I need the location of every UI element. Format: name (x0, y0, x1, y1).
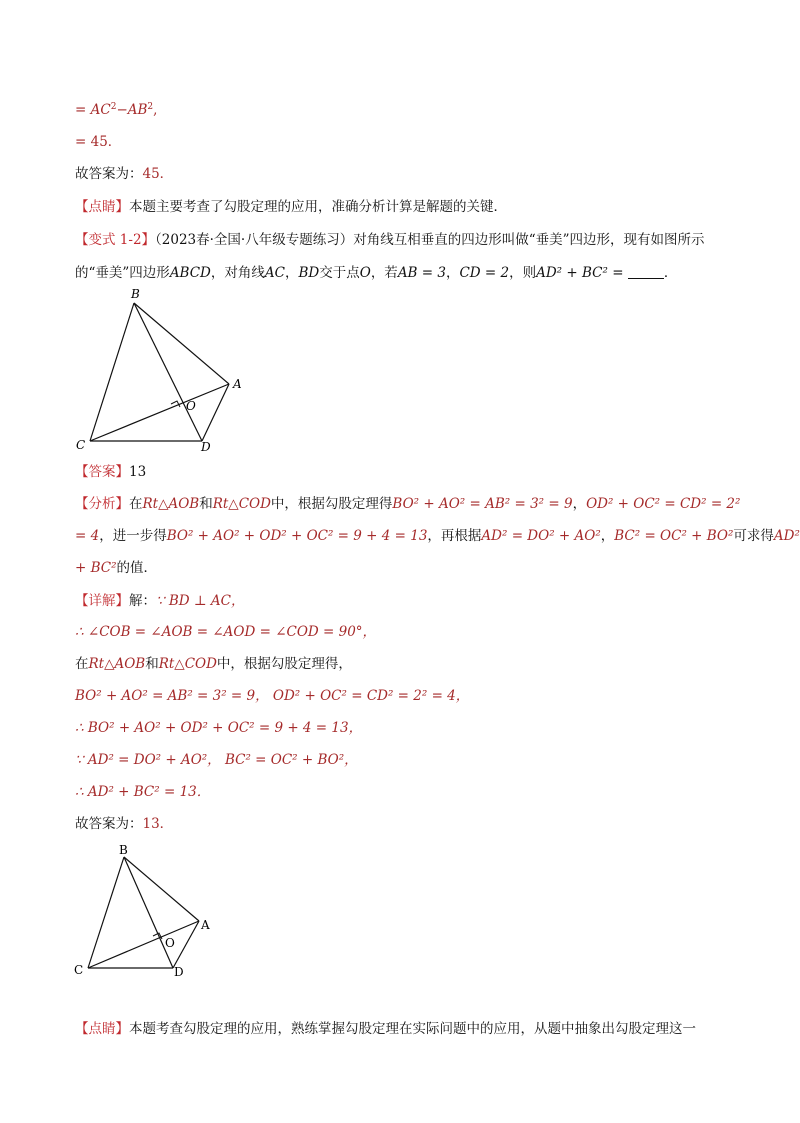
point-label-o: O (165, 936, 175, 950)
detail-line-4: BO² + AO² = AB² = 3² = 9， OD² + OC² = CD² = 2² = 4， (75, 688, 470, 704)
vertex-label-a: A (233, 377, 242, 391)
equation-line-1: = $AC^2-AB^2$, (75, 102, 158, 118)
quadrilateral-figure-1 (70, 283, 260, 458)
analysis-line-2: = 4，进一步得BO² + AO² + OD² + OC² = 9 + 4 = 13，再根据AD² = DO² + AO²，BC² = OC² + BO²可求得AD² (75, 528, 800, 544)
final-answer-line: 故答案为：13． (75, 816, 174, 832)
vertex-label-b: B (119, 843, 128, 857)
vertex-label-d: D (201, 440, 211, 454)
answer-line: 【答案】13 (75, 464, 147, 480)
equation-line-2: = 45． (75, 134, 122, 150)
point-label-o: O (186, 399, 196, 413)
detail-line-3: 在Rt△AOB和Rt△COD中，根据勾股定理得， (75, 656, 352, 672)
vertex-label-c: C (76, 438, 86, 452)
vertex-label-d: D (174, 965, 184, 979)
detail-line-6: ∵ AD² = DO² + AO²， BC² = OC² + BO²， (75, 752, 358, 768)
answer-blank (628, 266, 664, 279)
comment-line-bottom: 【点睛】本题考查勾股定理的应用，熟练掌握勾股定理在实际问题中的应用，从题中抽象出勾股定理这一 (75, 1021, 696, 1037)
quadrilateral-figure-2 (70, 840, 230, 985)
problem-line-1: 【变式 1-2】（2023春·全国·八年级专题练习）对角线互相垂直的四边形叫做“垂美”四边形，现有如图所示 (75, 232, 705, 248)
detail-line-5: ∴ BO² + AO² + OD² + OC² = 9 + 4 = 13， (75, 720, 363, 736)
detail-line-1: 【详解】解：∵ BD ⊥ AC， (75, 593, 245, 609)
detail-line-2: ∴ ∠COB = ∠AOB = ∠AOD = ∠COD = 90°， (75, 624, 377, 640)
vertex-label-b: B (131, 287, 140, 301)
problem-line-2: 的“垂美”四边形ABCD，对角线AC，BD交于点O，若AB = 3，CD = 2，则AD² + BC² = ． (75, 265, 678, 281)
analysis-line-1: 【分析】在Rt△AOB和Rt△COD中，根据勾股定理得BO² + AO² = AB² = 3² = 9，OD² + OC² = CD² = 2² (75, 496, 741, 512)
comment-line-top: 【点睛】本题主要考查了勾股定理的应用，准确分析计算是解题的关键． (75, 199, 507, 215)
answer-line-top: 故答案为：45． (75, 166, 174, 182)
vertex-label-a: A (201, 918, 210, 932)
detail-line-7: ∴ AD² + BC² = 13． (75, 784, 211, 800)
vertex-label-c: C (74, 963, 84, 977)
analysis-line-3: + BC²的值． (75, 560, 158, 576)
